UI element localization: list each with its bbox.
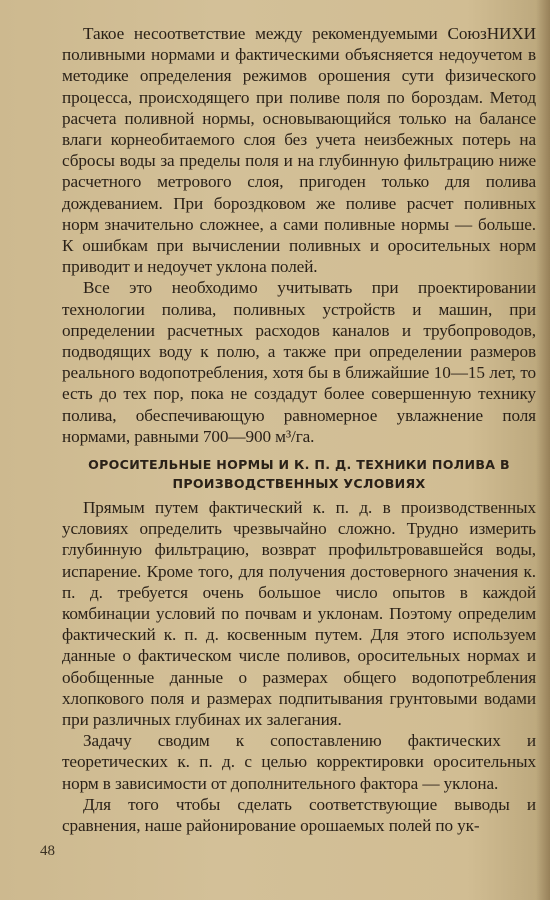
paragraph-mismatch: Такое несоответствие между рекомендуемыми СоюзНИХИ поливными нормами и фактическими объясняется недоучетом в методике определения режимов орошения сути физического процесса, происходящего при поливе поля по бороздам. Метод расчета поливной нормы, основывающийся только на балансе влаги корнеобитаемого слоя без учета неизбежных потерь на сбросы воды за пределы поля и на глубинную фильтрацию ниже расчетного метрового слоя, пригоден только для полива дождеванием. При бороздковом же поливе расчет поливных норм значительно сложнее, а сами поливные нормы — больше. К ошибкам при вычислении поливных и оросительных норм приводит и недоучет уклона полей. xyxy=(62,24,536,277)
paragraph-design-considerations: Все это необходимо учитывать при проектировании технологии полива, поливных устройств и машин, при определении расчетных расходов каналов и трубопроводов, подводящих воду к полю, а также при определении размеров реального водопотребления, хотя бы в ближайшие 10—15 лет, то есть до тех пор, пока не создадут более совершенную технику полива, обеспечивающую равномерное увлажнение поля нормами, равными 700—900 м³/га. xyxy=(62,278,536,446)
paragraph-task: Задачу сводим к сопоставлению фактических и теоретических к. п. д. с целью корректировки оросительных норм в зависимости от дополнительного фактора — уклона. xyxy=(62,731,536,793)
paragraph-direct-method: Прямым путем фактический к. п. д. в производственных условиях определить чрезвычайно сложно. Трудно измерить глубинную фильтрацию, возврат профильтровавшейся воды, испарение. Кроме того, для получения достоверного значения к. п. д. требуется очень большое число опытов в каждой комбинации условий по почвам и уклонам. Поэтому определим фактический к. п. д. косвенным путем. Для этого используем данные о фактическом числе поливов, оросительных нормах и обобщенные данные о размерах общего водопотребления хлопкового поля и размерах подпитывания грунтовыми водами при различных глубинах их залегания. xyxy=(62,498,536,730)
page-spine-shadow xyxy=(536,0,550,900)
bottom-text-block xyxy=(62,497,536,836)
top-text-block xyxy=(62,23,536,447)
paragraph-zoning: Для того чтобы сделать соответствующие выводы и сравнения, наше районирование орошаемых полей по ук- xyxy=(62,794,536,836)
page-number: 48 xyxy=(40,843,55,859)
section-heading: ОРОСИТЕЛЬНЫЕ НОРМЫ И К. П. Д. ТЕХНИКИ ПОЛИВА В ПРОИЗВОДСТВЕННЫХ УСЛОВИЯХ xyxy=(88,457,510,491)
